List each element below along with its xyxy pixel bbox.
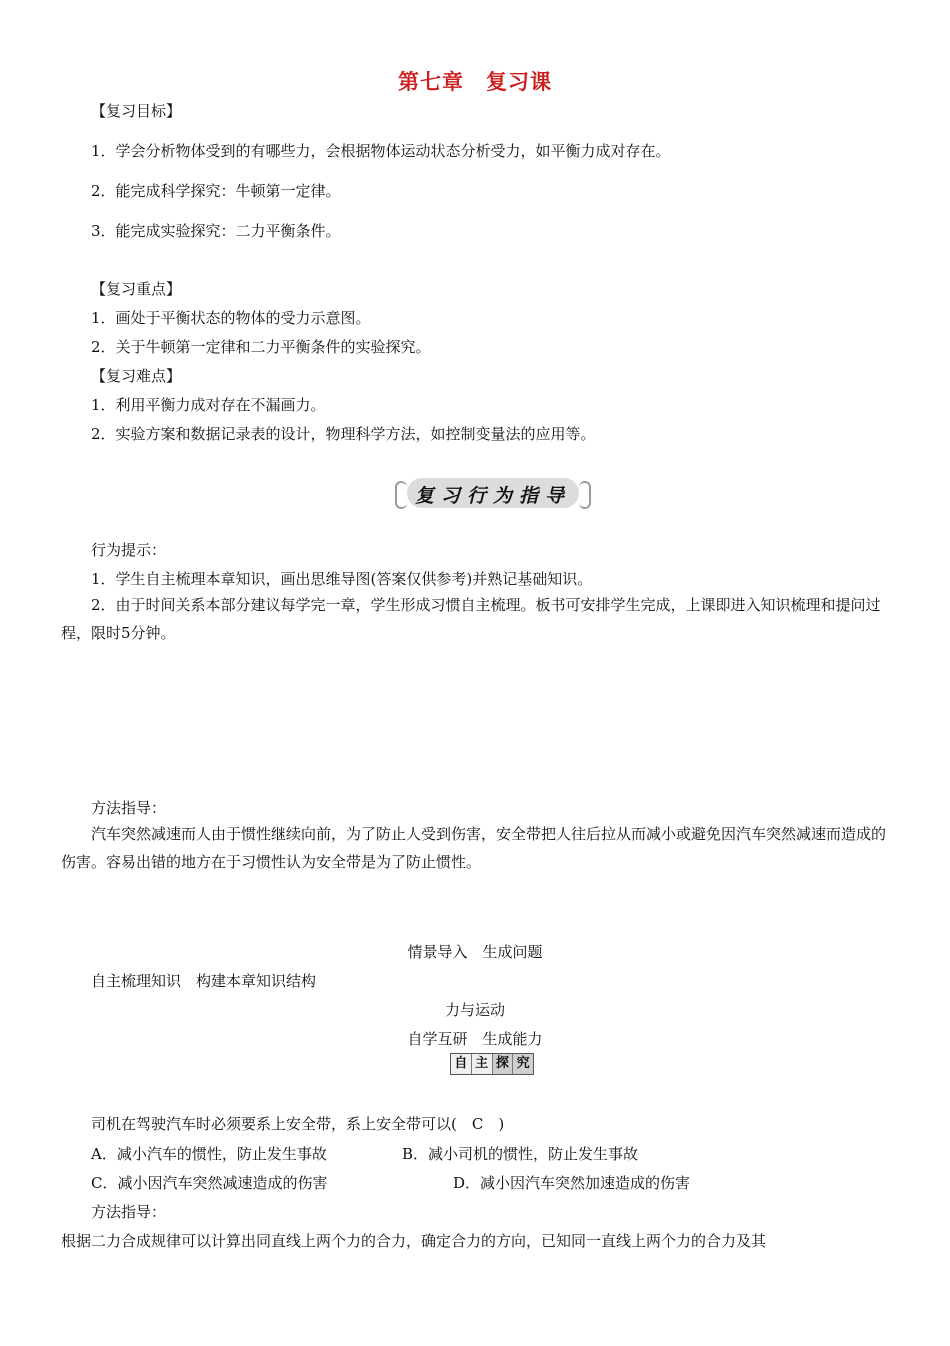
question-stem: 司机在驾驶汽车时必须要系上安全带，系上安全带可以( C ): [91, 1115, 505, 1133]
option-b: B．减小司机的惯性，防止发生事故: [402, 1145, 639, 1163]
tag-char: 究: [513, 1054, 533, 1074]
option-d: D．减小因汽车突然加速造成的伤害: [453, 1174, 691, 1192]
option-a: A．减小汽车的惯性，防止发生事故: [91, 1145, 327, 1163]
behavior-heading: 行为提示：: [91, 541, 167, 559]
goal-item: 2．能完成科学探究：牛顿第一定律。: [91, 182, 341, 200]
tag-char: 自: [451, 1054, 472, 1074]
method-heading: 方法指导：: [91, 1203, 167, 1221]
behavior-item: 1．学生自主梳理本章知识，画出思维导图(答案仅供参考)并熟记基础知识。: [91, 570, 593, 588]
key-point-item: 2．关于牛顿第一定律和二力平衡条件的实验探究。: [91, 338, 431, 356]
goal-item: 1．学会分析物体受到的有哪些力，会根据物体运动状态分析受力，如平衡力成对存在。: [91, 142, 671, 160]
banner-text: 复习行为指导: [414, 485, 571, 507]
section-banner: [395, 478, 591, 508]
tag-char: 探: [493, 1054, 514, 1074]
difficulty-item: 1．利用平衡力成对存在不漏画力。: [91, 396, 326, 414]
option-c: C．减小因汽车突然减速造成的伤害: [91, 1174, 328, 1192]
method-heading: 方法指导：: [91, 799, 167, 817]
method-text: 汽车突然减速而人由于惯性继续向前，为了防止人受到伤害，安全带把人往后拉从而减小或避免因汽车突然减速而造成的伤害。容易出错的地方在于习惯性认为安全带是为了防止惯性。: [61, 825, 887, 871]
difficulty-item: 2．实验方案和数据记录表的设计，物理科学方法，如控制变量法的应用等。: [91, 425, 596, 443]
self-explore-tag: [450, 1053, 534, 1075]
key-point-item: 1．画处于平衡状态的物体的受力示意图。: [91, 309, 371, 327]
difficulties-heading: 【复习难点】: [91, 367, 182, 385]
section-heading: 自学互研 生成能力: [407, 1030, 543, 1048]
goals-heading: 【复习目标】: [91, 102, 182, 120]
behavior-item: 2．由于时间关系本部分建议每学完一章，学生形成习惯自主梳理。板书可安排学生完成，上课即进入知识梳理和提问过程，限时5分钟。: [61, 596, 881, 642]
method-text: 根据二力合成规律可以计算出同直线上两个力的合力，确定合力的方向，已知同一直线上两个力的合力及其: [61, 1232, 767, 1250]
chapter-topic: 力与运动: [444, 1001, 505, 1019]
tag-char: 主: [472, 1054, 493, 1074]
section-heading: 情景导入 生成问题: [407, 943, 543, 961]
self-sort-heading: 自主梳理知识 构建本章知识结构: [91, 972, 317, 990]
goal-item: 3．能完成实验探究：二力平衡条件。: [91, 222, 341, 240]
key-points-heading: 【复习重点】: [91, 280, 182, 298]
page-title: 第七章 复习课: [398, 70, 552, 94]
